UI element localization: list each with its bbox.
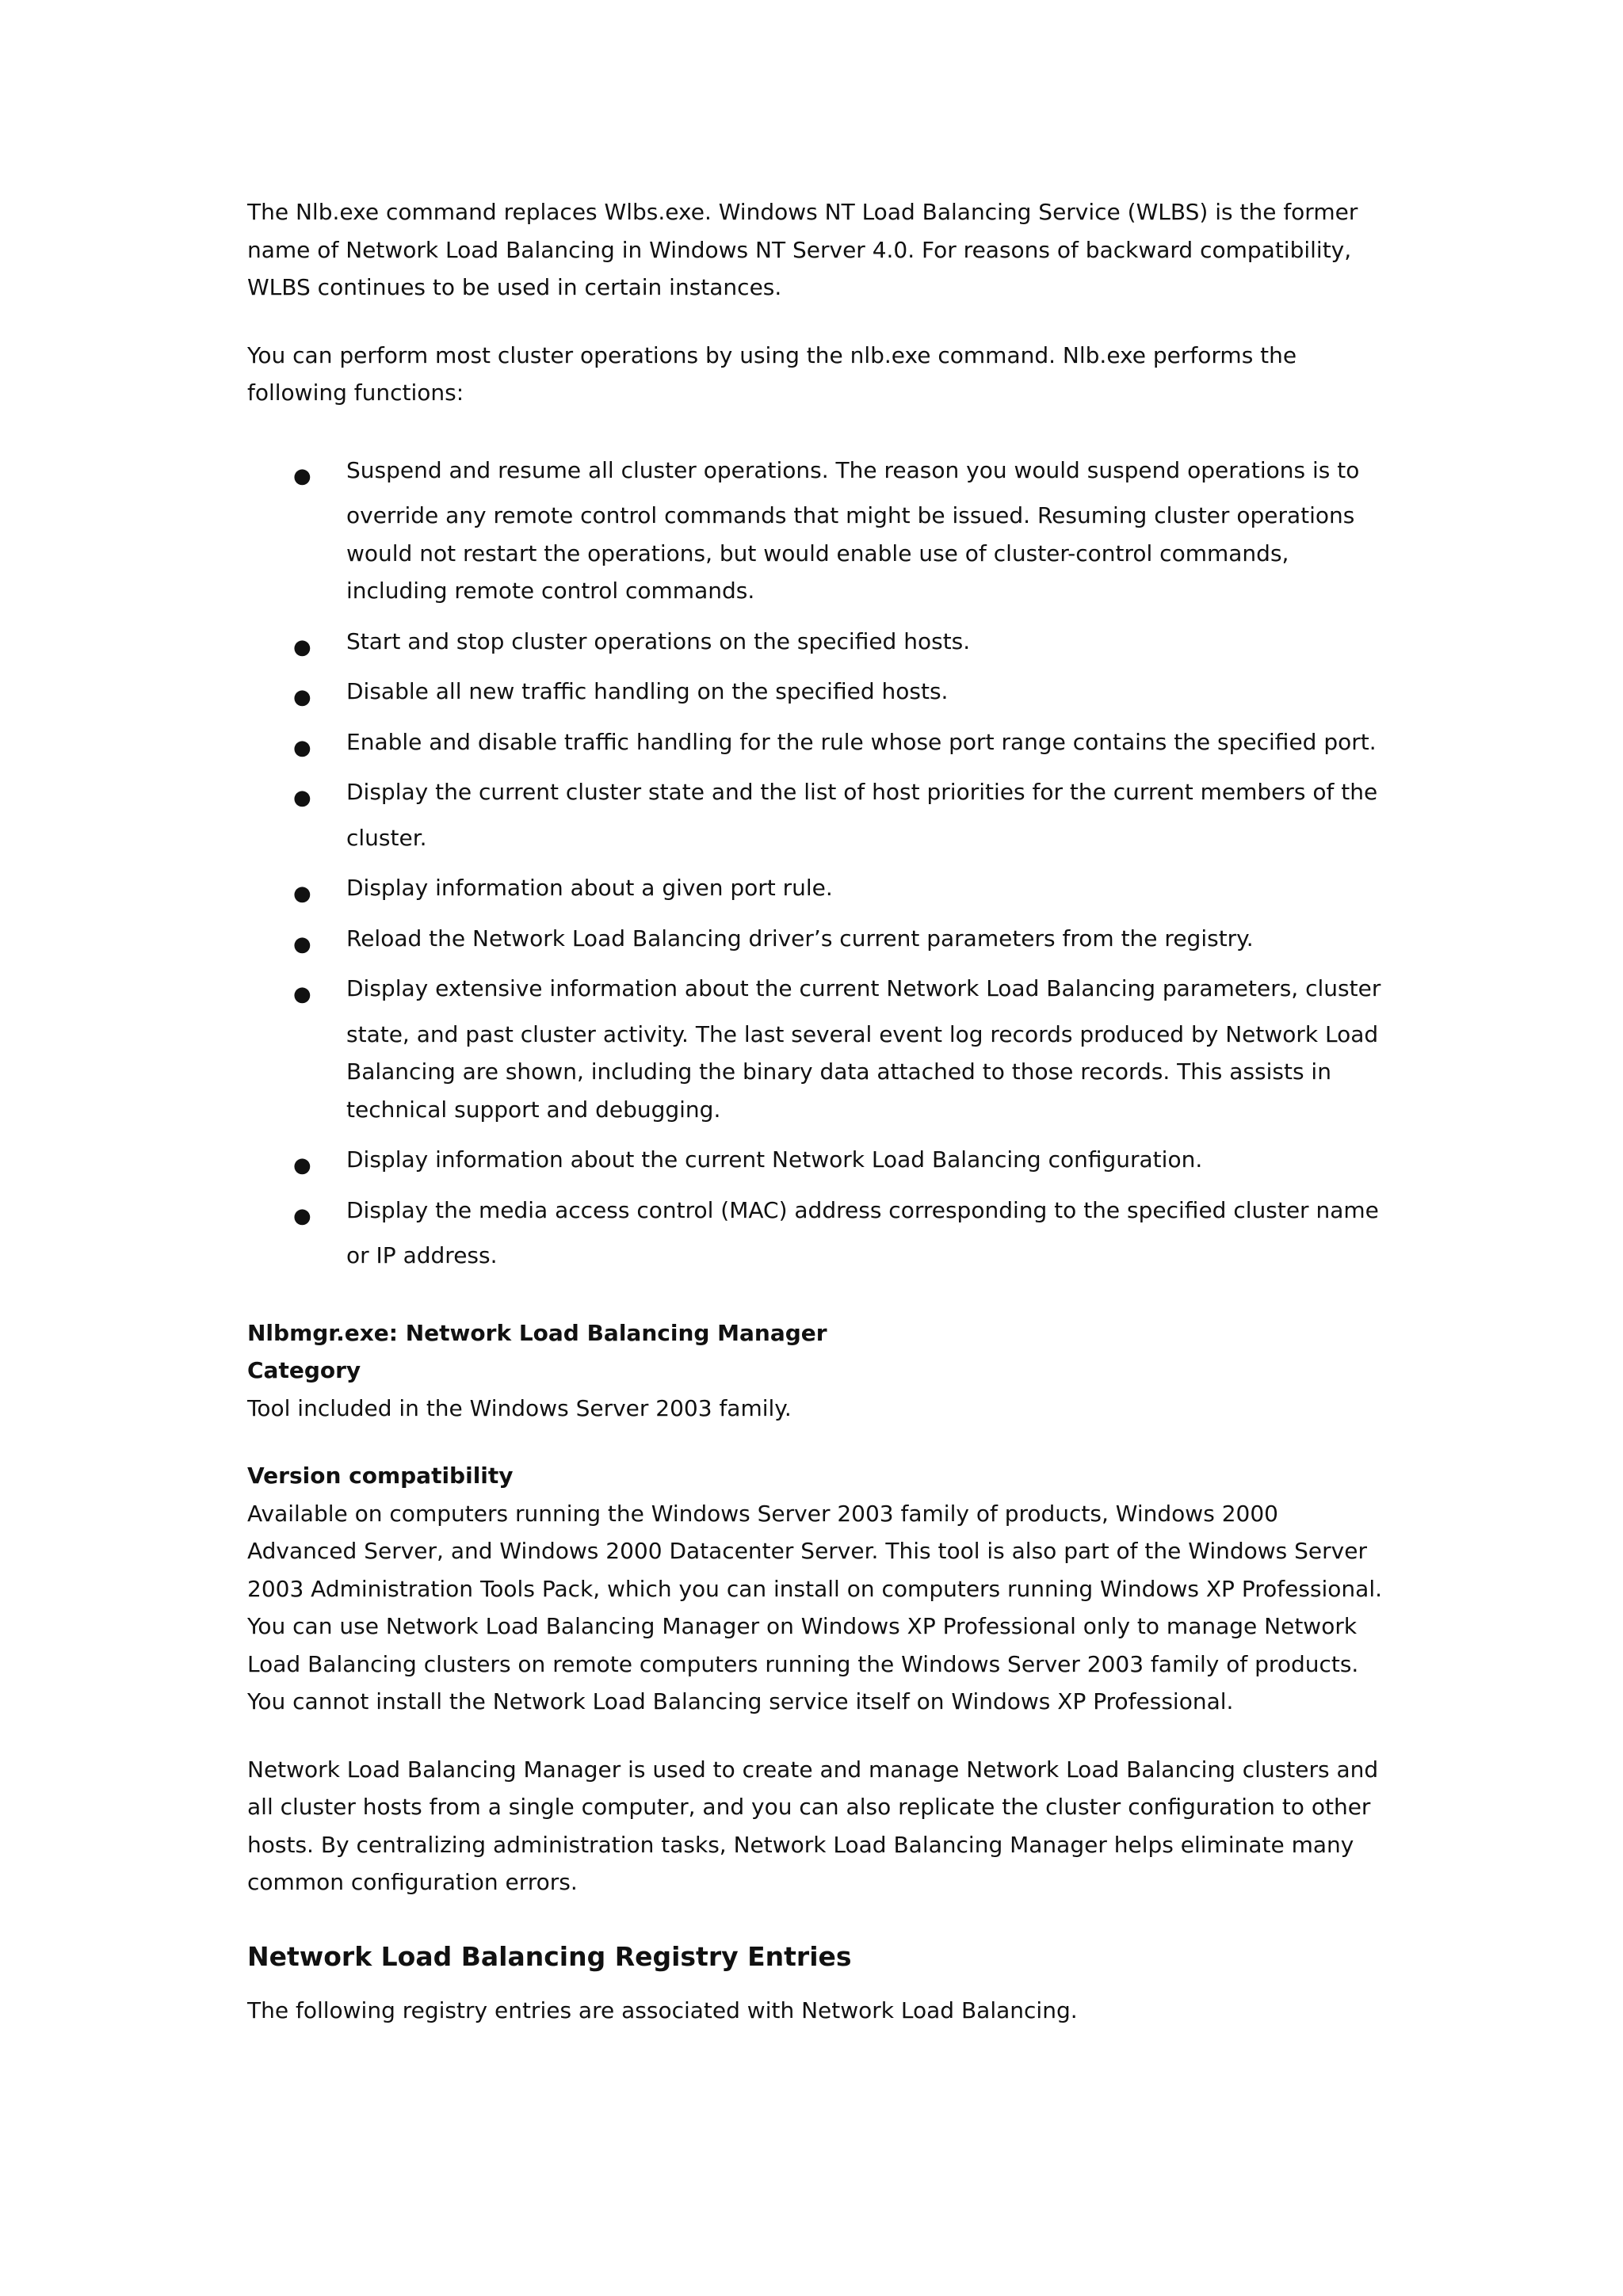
list-item: ● Display information about a given port rule. bbox=[247, 869, 1388, 907]
list-item: ● Enable and disable traffic handling for the rule whose port range contains the specified port. bbox=[247, 723, 1388, 761]
registry-entries-intro: The following registry entries are associated with Network Load Balancing. bbox=[247, 1997, 1078, 2023]
intro-paragraph-nlb-exe: The Nlb.exe command replaces Wlbs.exe. Windows NT Load Balancing Service (WLBS) is the former name of Network Load Balancing in Windows NT Server 4.0. For reasons of backward compatibility, WLBS continues to be used in certain instances. bbox=[247, 199, 1358, 300]
bullet-icon: ● bbox=[293, 735, 311, 760]
registry-entries-heading: Network Load Balancing Registry Entries bbox=[247, 1940, 852, 1972]
category-text: Tool included in the Windows Server 2003 family. bbox=[247, 1394, 792, 1421]
bullet-icon: ● bbox=[293, 635, 311, 659]
version-compatibility-label: Version compatibility bbox=[247, 1463, 514, 1489]
nlbmgr-title: Nlbmgr.exe: Network Load Balancing Manager bbox=[247, 1319, 827, 1346]
list-item: ● Display extensive information about the current Network Load Balancing parameters, cluster state, and past cluster activity. The last several event log records produced by Network Load Balancing are shown, including the binary data attached to those records. This assists in technical support and debugging. bbox=[293, 975, 1381, 1123]
bullet-icon: ● bbox=[293, 1203, 311, 1228]
bullet-icon: ● bbox=[293, 882, 311, 906]
bullet-icon: ● bbox=[293, 982, 311, 1006]
list-item: ● Start and stop cluster operations on the specified hosts. bbox=[247, 623, 1388, 661]
category-label: Category bbox=[247, 1357, 361, 1383]
nlbmgr-description: Network Load Balancing Manager is used to create and manage Network Load Balancing clusters and all cluster hosts from a single computer, and you can also replicate the cluster configuration to other hosts. By centralizing administration tasks, Network Load Balancing Manager helps eliminate many common configuration errors. bbox=[247, 1756, 1379, 1895]
list-item: ● Reload the Network Load Balancing driver’s current parameters from the registry. bbox=[247, 920, 1388, 958]
list-item: ● Suspend and resume all cluster operations. The reason you would suspend operations is to override any remote control commands that might be issued. Resuming cluster operations would not restart the operations, but would enable use of cluster-control commands, including remote control commands. bbox=[293, 456, 1360, 604]
document-page bbox=[247, 193, 1388, 2029]
list-item: ● Display the current cluster state and the list of host priorities for the current members of the cluster. bbox=[293, 779, 1378, 851]
bullet-icon: ● bbox=[293, 932, 311, 956]
bullet-icon: ● bbox=[293, 463, 311, 488]
list-item: ● Disable all new traffic handling on the specified hosts. bbox=[247, 673, 1388, 711]
functions-list bbox=[247, 452, 1388, 1275]
version-compatibility-text: Available on computers running the Windows Server 2003 family of products, Windows 2000 Advanced Server, and Windows 2000 Datacenter Server. This tool is also part of the Windows Server 2003 Administration Tools Pack, which you can install on computers running Windows XP Professional. You can use Network Load Balancing Manager on Windows XP Professional only to manage Network Load Balancing clusters on remote computers running the Windows Server 2003 family of products. You cannot install the Network Load Balancing service itself on Windows XP Professional. bbox=[247, 1500, 1383, 1714]
bullet-icon: ● bbox=[293, 685, 311, 709]
list-item: ● Display information about the current Network Load Balancing configuration. bbox=[247, 1141, 1388, 1179]
intro-paragraph-functions: You can perform most cluster operations by using the nlb.exe command. Nlb.exe performs the following functions: bbox=[247, 341, 1297, 406]
bullet-icon: ● bbox=[293, 1154, 311, 1177]
bullet-icon: ● bbox=[293, 786, 311, 810]
list-item: ● Display the media access control (MAC) address corresponding to the specified cluster name or IP address. bbox=[293, 1196, 1379, 1268]
